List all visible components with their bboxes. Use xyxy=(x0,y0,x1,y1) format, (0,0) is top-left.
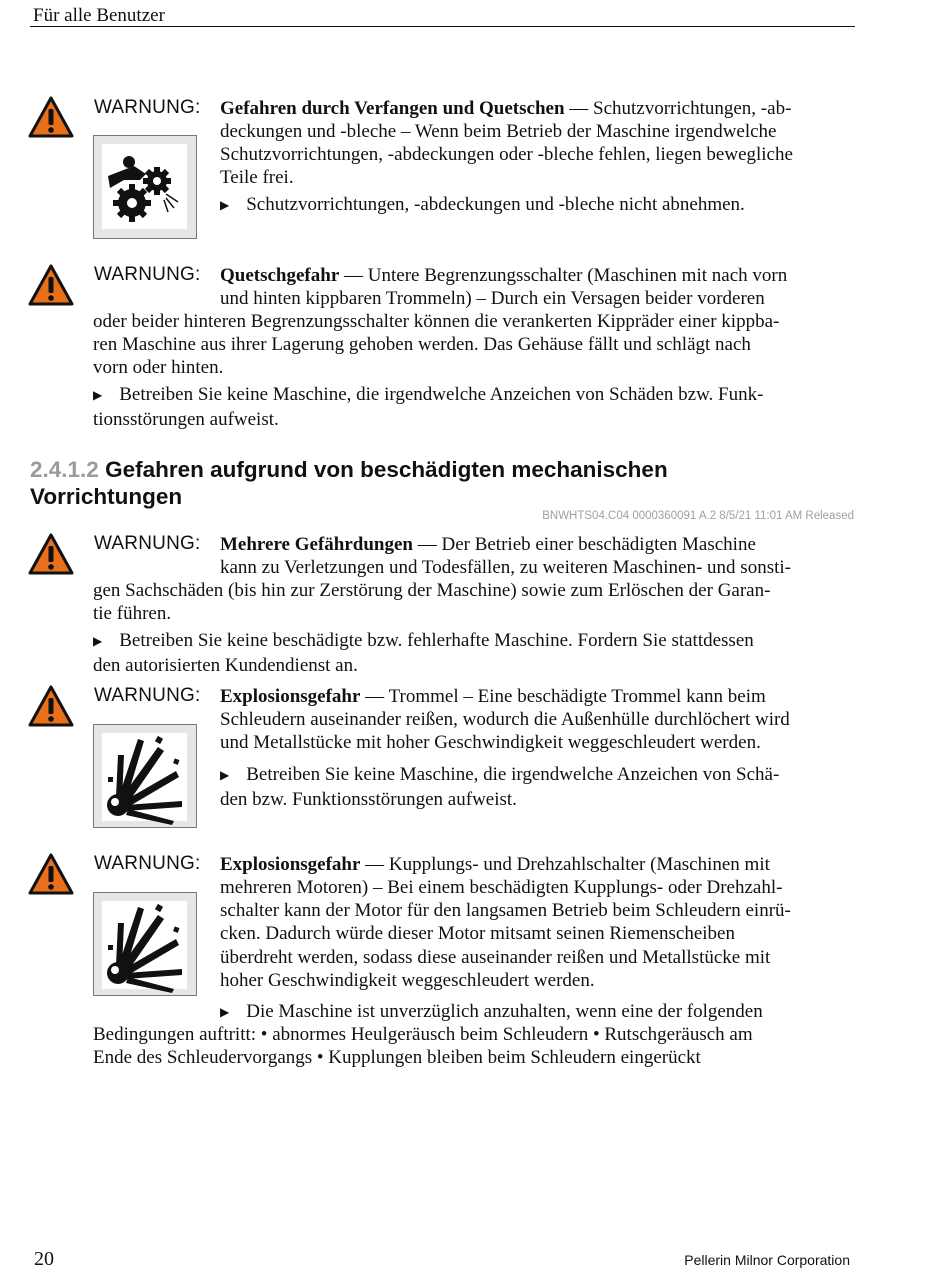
warning-label: WARNUNG: xyxy=(94,97,201,118)
warning-title: Quetschgefahr xyxy=(220,265,340,286)
warning-body-line: und hinten kippbaren Trommeln) – Durch ein Versagen beider vorderen xyxy=(220,288,765,309)
warning-title: Gefahren durch Verfangen und Quetschen xyxy=(220,98,565,119)
warning-body: mehreren Motoren) – Bei einem beschädigten Kupplungs- oder Drehzahl- schalter kann der Motor für den langsamen Betrieb beim Schleudern einrü- cken. Dadurch würde dieser Motor mitsamt seinen Riemenscheiben überdreht werden, sodass diese auseinander reißen und Metallstücke mit hoher Geschwindigkeit weggeschleudert werden. xyxy=(220,877,791,991)
document-metadata: BNWHTS04.C04 0000360091 A.2 8/5/21 11:01 AM Released xyxy=(542,510,854,522)
warning-title: Mehrere Gefährdungen xyxy=(220,534,413,555)
warning-triangle-icon xyxy=(28,853,74,895)
triangle-bullet-icon: ▶ xyxy=(220,198,230,212)
warning-label: WARNUNG: xyxy=(94,533,201,554)
warning-body: deckungen und -bleche – Wenn beim Betrieb der Maschine irgendwelche Schutzvorrichtungen, -abdeckungen oder -bleche fehlen, liegen bewegliche Teile frei. xyxy=(220,121,793,189)
section-number: 2.4.1.2 xyxy=(30,457,99,482)
warning-body: Schleudern auseinander reißen, wodurch die Außenhülle durchlöchert wird und Metallstücke mit hoher Geschwindigkeit weggeschleudert werden. xyxy=(220,709,790,754)
running-header: Für alle Benutzer xyxy=(33,5,165,26)
page-number: 20 xyxy=(34,1248,54,1270)
warning-title: Explosionsgefahr xyxy=(220,686,361,707)
warning-triangle-icon xyxy=(28,264,74,306)
warning-text: Mehrere Gefährdungen — Der Betrieb einer beschädigten Maschine xyxy=(220,534,756,555)
triangle-bullet-icon: ▶ xyxy=(93,634,103,648)
warning-action: ▶ Schutzvorrichtungen, -abdeckungen und -bleche nicht abnehmen. xyxy=(220,194,745,215)
header-divider xyxy=(30,26,855,27)
warning-action: ▶ Betreiben Sie keine Maschine, die irgendwelche Anzeichen von Schäden bzw. Funk- tionsstörungen aufweist. xyxy=(93,384,764,431)
warning-triangle-icon xyxy=(28,533,74,575)
warning-triangle-icon xyxy=(28,685,74,727)
warning-body: oder beider hinteren Begrenzungsschalter können die verankerten Kippräder einer kippba- ren Maschine aus ihrer Lagerung gehoben werden. Das Gehäuse fällt und schlägt nach vorn oder hinten. xyxy=(93,311,780,379)
triangle-bullet-icon: ▶ xyxy=(220,1005,230,1019)
warning-label: WARNUNG: xyxy=(94,264,201,285)
warning-action: ▶ Betreiben Sie keine Maschine, die irgendwelche Anzeichen von Schä- den bzw. Funktionsstörungen aufweist. xyxy=(220,764,780,811)
warning-text: Explosionsgefahr — Trommel – Eine beschädigte Trommel kann beim xyxy=(220,686,766,707)
warning-label: WARNUNG: xyxy=(94,685,201,706)
section-heading: 2.4.1.2 Gefahren aufgrund von beschädigten mechanischen Vorrichtungen xyxy=(30,457,668,509)
warning-triangle-icon xyxy=(28,96,74,138)
explosion-burst-icon xyxy=(93,724,197,828)
warning-label: WARNUNG: xyxy=(94,853,201,874)
hand-gears-pinch-icon xyxy=(93,135,197,239)
triangle-bullet-icon: ▶ xyxy=(220,768,230,782)
warning-title: Explosionsgefahr xyxy=(220,854,361,875)
explosion-burst-icon xyxy=(93,892,197,996)
warning-action-lead: ▶ Die Maschine ist unverzüglich anzuhalten, wenn eine der folgenden xyxy=(220,1001,763,1022)
triangle-bullet-icon: ▶ xyxy=(93,388,103,402)
warning-action: Bedingungen auftritt: • abnormes Heulgeräusch beim Schleudern • Rutschgeräusch am Ende des Schleudervorgangs • Kupplungen bleiben beim Schleudern eingerückt xyxy=(93,1024,753,1069)
warning-text: Quetschgefahr — Untere Begrenzungsschalter (Maschinen mit nach vorn xyxy=(220,265,788,286)
warning-body-line: kann zu Verletzungen und Todesfällen, zu weiteren Maschinen- und sonsti- xyxy=(220,557,791,578)
warning-text: Gefahren durch Verfangen und Quetschen — Schutzvorrichtungen, -ab- xyxy=(220,98,792,119)
warning-body: gen Sachschäden (bis hin zur Zerstörung der Maschine) sowie zum Erlöschen der Garan- tie führen. xyxy=(93,580,771,625)
warning-text: Explosionsgefahr — Kupplungs- und Drehzahlschalter (Maschinen mit xyxy=(220,854,770,875)
company-name: Pellerin Milnor Corporation xyxy=(684,1252,850,1268)
warning-action: ▶ Betreiben Sie keine beschädigte bzw. fehlerhafte Maschine. Fordern Sie stattdessen den autorisierten Kundendienst an. xyxy=(93,630,754,677)
